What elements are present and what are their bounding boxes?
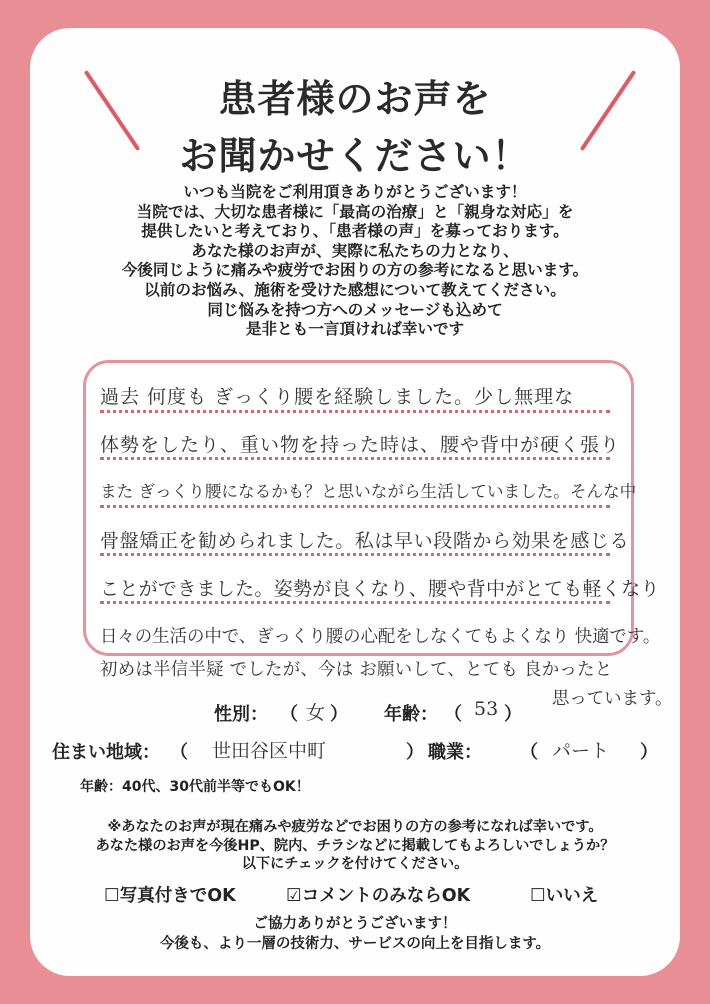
intro-line: 今後同じように痛みや疲労でお困りの方の参考になると思います。 — [121, 261, 589, 280]
age-label: 年齢： — [384, 704, 438, 725]
ruled-line — [100, 505, 610, 508]
checkbox-checked-icon[interactable]: ☑ — [286, 886, 302, 906]
option-no[interactable] — [530, 882, 598, 907]
ruled-line — [100, 457, 610, 460]
footer-line: 今後も、より一層の技術力、サービスの向上を目指します。 — [159, 936, 551, 952]
message-line: 初めは半信半疑 でしたが、今は お願いして、とても 良かったと — [100, 660, 613, 680]
ruled-line — [100, 601, 610, 604]
message-line: 過去 何度も ぎっくり腰を経験しました。少し無理な — [100, 386, 575, 408]
message-line: 体勢をしたり、重い物を持った時は、腰や背中が硬く張り — [100, 434, 621, 456]
intro-line: あなた様のお声が、実際に私たちの力となり、 — [191, 241, 519, 260]
footer-line: ご協力ありがとうございます！ — [253, 916, 457, 932]
gender-value[interactable]: 女 — [306, 702, 326, 724]
message-line: 思っています。 — [552, 689, 673, 709]
option-label: 写真付きでOK — [119, 886, 236, 906]
paren-close: ） — [640, 742, 658, 763]
paren-close: ） — [330, 704, 348, 725]
paren-open: （ — [444, 704, 462, 725]
footer-thanks — [30, 914, 680, 954]
job-label: 職業： — [428, 742, 482, 763]
consent-notes — [30, 818, 680, 874]
checkbox-empty-icon[interactable]: ☐ — [530, 886, 546, 906]
intro-line: 以前のお悩み、施術を受けた感想について教えてください。 — [144, 280, 566, 299]
paren-open: （ — [170, 742, 188, 763]
paren-close: ） — [406, 742, 424, 763]
option-label: いいえ — [545, 886, 599, 906]
message-line: ことができました。姿勢が良くなり、腰や背中がとても軽くなり — [100, 578, 660, 600]
gender-label: 性別： — [214, 704, 268, 725]
age-note: 年齢：40代、30代前半等でもOK！ — [80, 779, 310, 795]
area-label: 住まい地域： — [52, 742, 160, 763]
area-value[interactable]: 世田谷区中町 — [212, 740, 327, 762]
paren-open: （ — [280, 704, 298, 725]
intro-text — [40, 183, 670, 340]
ruled-line — [100, 553, 610, 556]
option-comment-only-ok[interactable] — [286, 882, 470, 907]
intro-line: いつも当院をご利用頂きありがとうございます！ — [183, 183, 527, 201]
note-line: 以下にチェックを付けてください。 — [241, 856, 469, 873]
message-line: 日々の生活の中で、ぎっくり腰の心配をしなくてもよくなり 快適です。 — [100, 627, 661, 647]
intro-line: 同じ悩みを持つ方へのメッセージも込めて — [207, 300, 503, 319]
paren-open: （ — [520, 742, 538, 763]
intro-line: 提供したいと考えており、「患者様の声」を募っております。 — [141, 222, 569, 241]
note-line: ※あなたのお声が現在痛みや疲労などでお困りの方の参考になれば幸いです。 — [107, 819, 603, 835]
intro-line: 是非とも一言頂ければ幸いです — [245, 320, 465, 339]
checkbox-empty-icon[interactable]: ☐ — [104, 886, 120, 906]
page-title-line1: 患者様のお声を — [218, 77, 492, 121]
page-title-line2: お聞かせください！ — [179, 134, 531, 178]
ruled-line — [100, 410, 610, 413]
age-value[interactable]: 53 — [474, 698, 499, 720]
intro-line: 当院では、大切な患者様に「最高の治療」と「親身な対応」を — [136, 202, 574, 221]
option-label: コメントのみならOK — [301, 886, 471, 906]
option-photo-ok[interactable] — [104, 882, 236, 907]
paren-close: ） — [504, 704, 522, 725]
message-line: 骨盤矯正を勧められました。私は早い段階から効果を感じる — [100, 530, 630, 552]
note-line: あなた様のお声を今後HP、院内、チラシなどに掲載してもよろしいでしょうか？ — [95, 837, 615, 854]
job-value[interactable]: パート — [552, 740, 610, 762]
message-line: また ぎっくり腰になるかも？と思いながら生活していました。そんな中 — [100, 482, 637, 501]
